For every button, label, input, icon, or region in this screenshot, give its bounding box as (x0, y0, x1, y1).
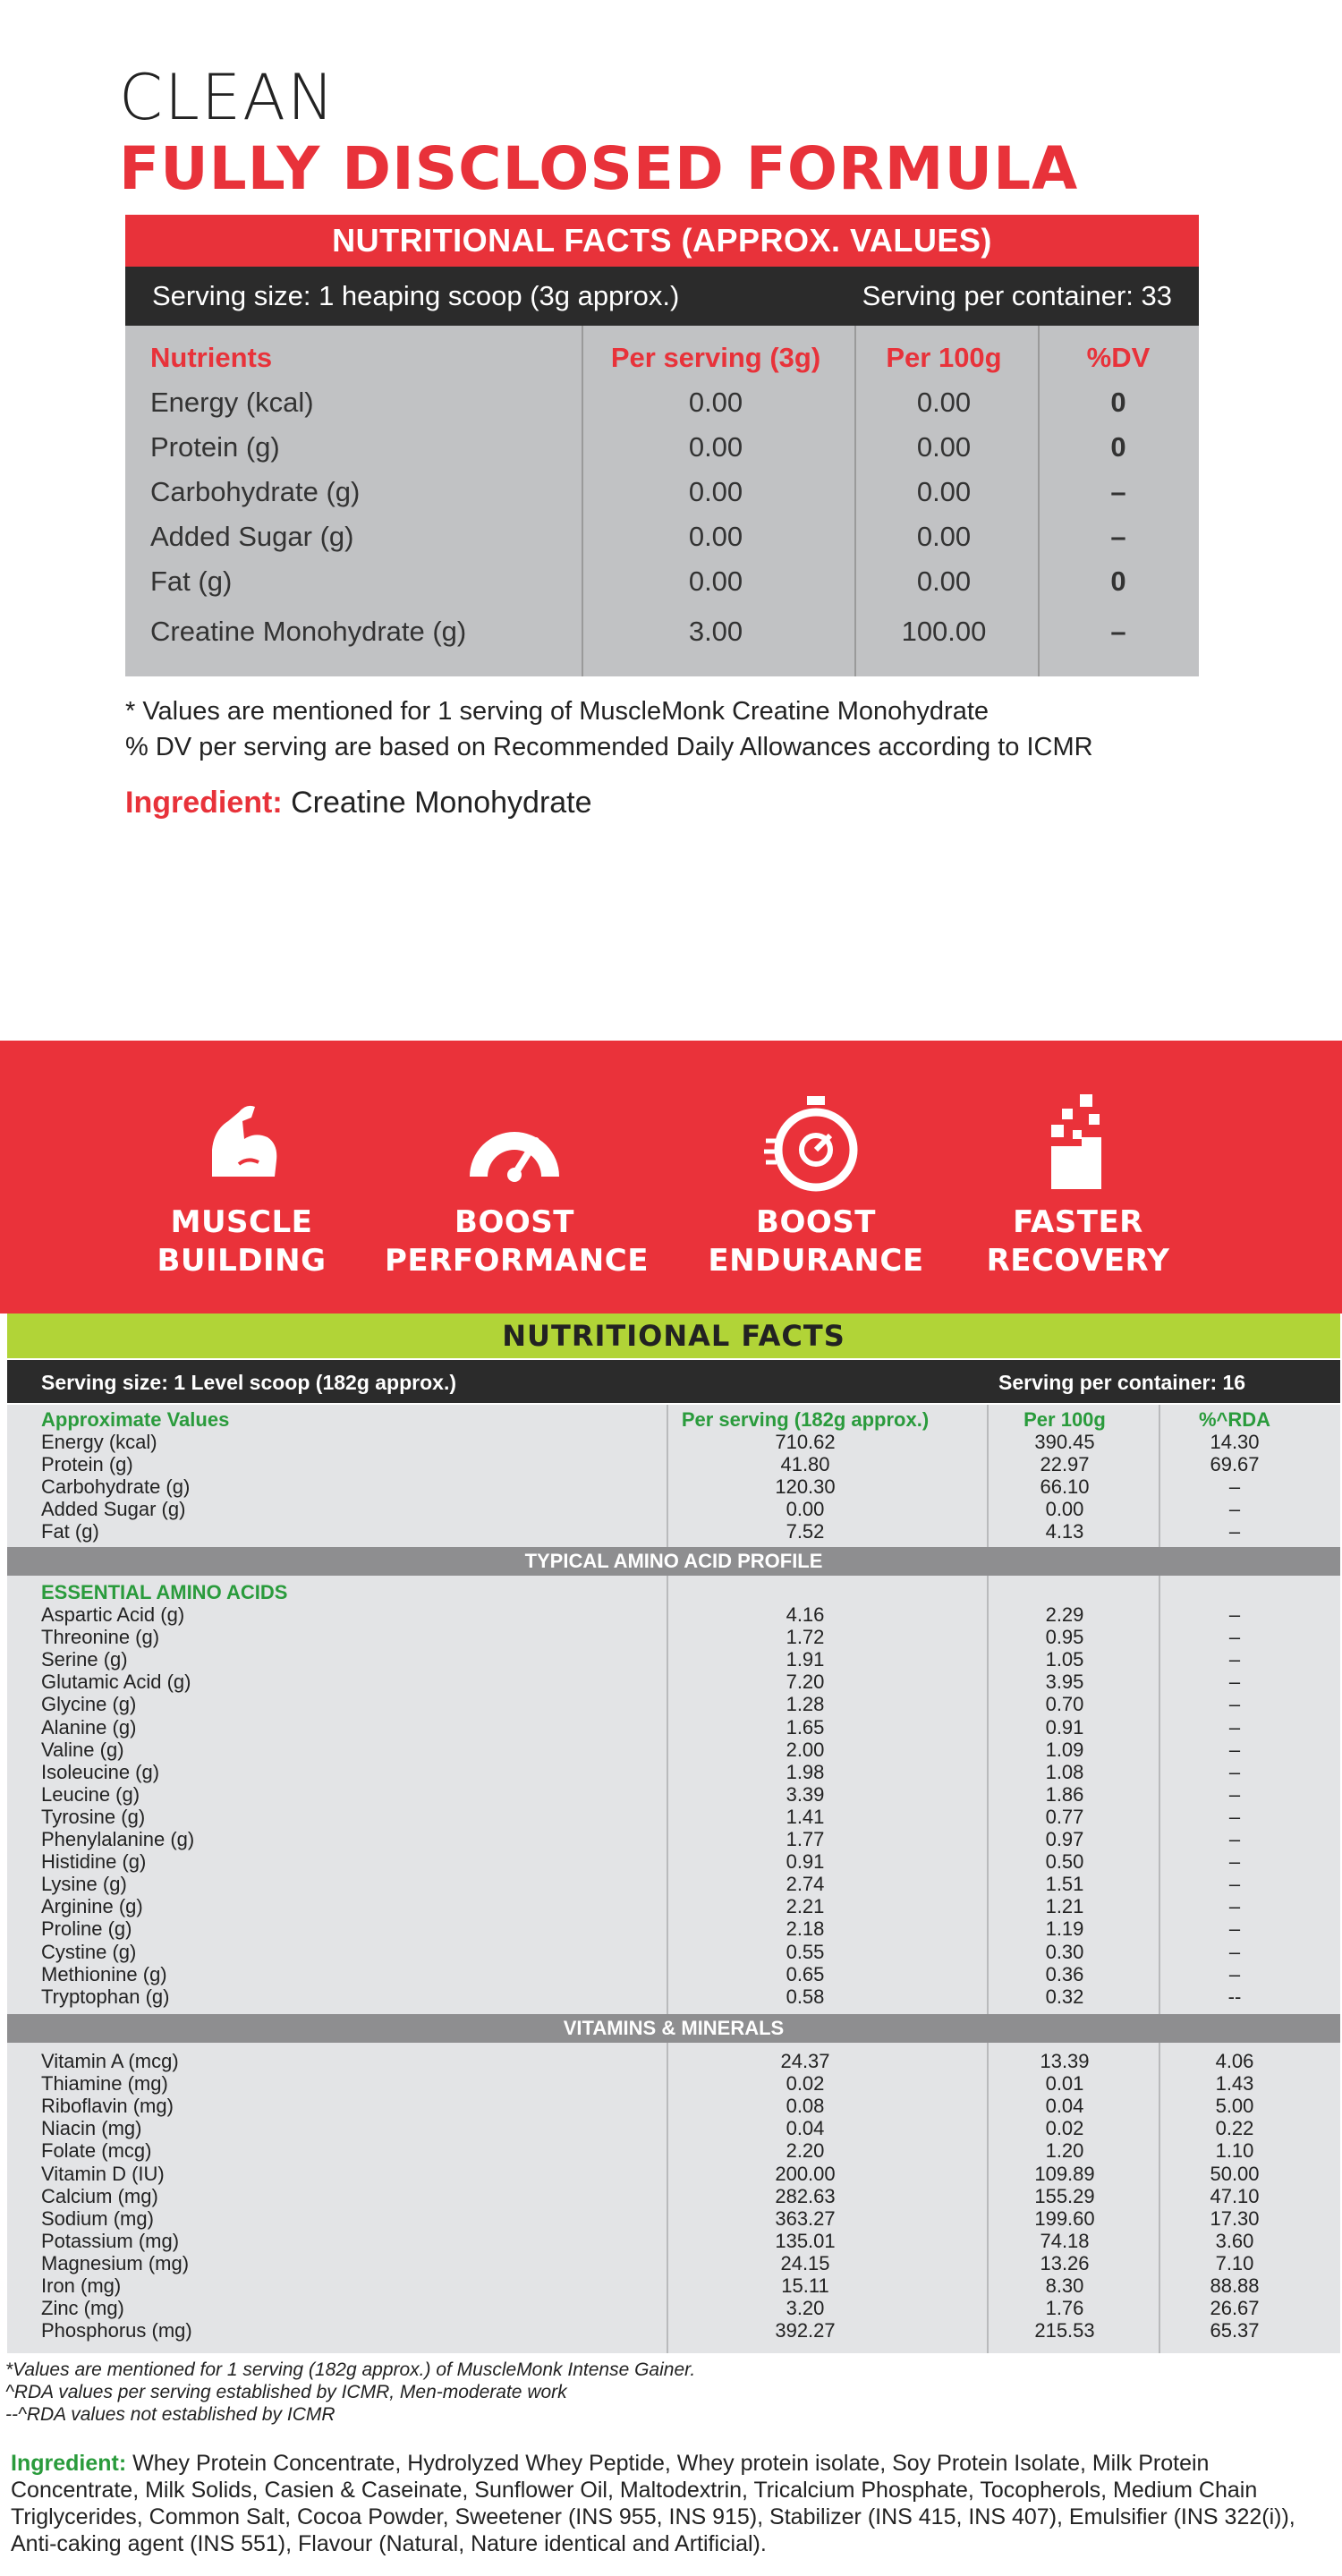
rda-value: 17.30 (1210, 2206, 1260, 2230)
nutrient-name: Isoleucine (g) (41, 1760, 160, 1783)
per-100g-value: 100.00 (901, 616, 987, 647)
per-100g-value: 1.05 (1045, 1648, 1084, 1671)
per-100g-value: 13.26 (1040, 2251, 1090, 2274)
rda-value: – (1228, 1828, 1241, 1850)
table2-note-1: *Values are mentioned for 1 serving (182g approx.) of MuscleMonk Intense Gainer. (5, 2359, 696, 2380)
per-serving-value: 2.00 (786, 1738, 825, 1761)
table2-serving-bar (7, 1360, 1340, 1403)
per-100g-value: 3.95 (1045, 1671, 1084, 1694)
table-row (125, 387, 1199, 431)
per-serving-value: 1.98 (786, 1760, 825, 1783)
per-serving-value: 2.18 (786, 1917, 825, 1941)
table1-ingredient (125, 786, 592, 820)
nutrient-name: Phenylalanine (g) (41, 1828, 195, 1850)
rda-value: – (1228, 1760, 1241, 1783)
per-serving-value: 0.00 (688, 431, 743, 463)
rda-value: – (1228, 1805, 1241, 1828)
nutrient-name: Folate (mcg) (41, 2139, 152, 2163)
per-serving-value: 0.00 (688, 565, 743, 597)
nutrient-name: Carbohydrate (g) (41, 1475, 191, 1499)
per-serving-value: 0.00 (688, 521, 743, 552)
nutrient-name: Zinc (mg) (41, 2297, 124, 2320)
table1-note-1: * Values are mentioned for 1 serving of MuscleMonk Creatine Monohydrate (125, 697, 990, 726)
rda-value: 26.67 (1210, 2297, 1260, 2320)
rda-value: 5.00 (1215, 2095, 1254, 2118)
rda-value: 69.67 (1210, 1453, 1260, 1476)
ingredient-label: Ingredient: (11, 2451, 127, 2476)
benefits-banner (0, 1041, 1342, 1314)
per-100g-value: 0.00 (916, 387, 972, 418)
table1-note-2: % DV per serving are based on Recommended Daily Allowances according to ICMR (125, 733, 1093, 761)
pixel-recovery-icon (1026, 1094, 1130, 1193)
ingredient-value: Creatine Monohydrate (282, 786, 592, 820)
per-serving-value: 0.08 (786, 2095, 825, 2118)
rda-value: 14.30 (1210, 1431, 1260, 1453)
per-100g-value: 0.00 (916, 521, 972, 552)
rda-value: %^RDA (1198, 1408, 1271, 1431)
per-100g-value: 155.29 (1034, 2184, 1095, 2207)
dv-value: 0 (1110, 431, 1126, 463)
per-100g-value: 0.95 (1045, 1626, 1084, 1649)
feature-boost-endurance (686, 1094, 946, 1280)
rda-value: 3.60 (1215, 2229, 1254, 2252)
per-100g-value: 0.30 (1045, 1940, 1084, 1963)
per-100g-value: 8.30 (1045, 2274, 1084, 2297)
per-serving-value: 363.27 (775, 2206, 836, 2230)
table1-header-row (125, 342, 1199, 387)
nutrient-name: Threonine (g) (41, 1626, 160, 1649)
per-serving-value: 2.74 (786, 1873, 825, 1896)
per-100g-value: 2.29 (1045, 1603, 1084, 1626)
rda-value: -- (1227, 1985, 1242, 2008)
feature-boost-performance (385, 1094, 649, 1280)
nutrient-name: Fat (g) (150, 565, 233, 597)
per-serving-value: 0.65 (786, 1962, 825, 1985)
per-100g-value: 215.53 (1034, 2319, 1095, 2342)
per-100g-value: 1.19 (1045, 1917, 1084, 1941)
rda-value: – (1228, 1715, 1241, 1739)
table-row (125, 616, 1199, 660)
rda-value: 7.10 (1215, 2251, 1254, 2274)
per-serving-value: Per serving (182g approx.) (681, 1408, 930, 1431)
rda-value: 50.00 (1210, 2162, 1260, 2185)
per-100g-value: 1.76 (1045, 2297, 1084, 2320)
nutrient-name: Histidine (g) (41, 1850, 147, 1874)
table-row (125, 476, 1199, 521)
header-dv: %DV (1086, 342, 1151, 373)
stopwatch-icon (764, 1094, 868, 1193)
per-100g-value: 0.00 (916, 431, 972, 463)
nutrient-name: Phosphorus (mg) (41, 2319, 192, 2342)
rda-value: – (1228, 1782, 1241, 1806)
nutrient-name: Thiamine (mg) (41, 2072, 168, 2096)
table2-ingredient (11, 2450, 1326, 2557)
nutrient-name: Carbohydrate (g) (150, 476, 361, 507)
rda-value: – (1228, 1962, 1241, 1985)
nutrient-name: Proline (g) (41, 1917, 132, 1941)
per-serving-value: 0.00 (786, 1498, 825, 1521)
per-serving-value: 7.52 (786, 1520, 825, 1543)
per-100g-value: 0.00 (916, 565, 972, 597)
per-serving-value: 15.11 (781, 2274, 829, 2297)
per-serving-value: 7.20 (786, 1671, 825, 1694)
header-nutrients: Nutrients (150, 342, 273, 373)
nutrient-name: Sodium (mg) (41, 2206, 154, 2230)
dv-value: – (1110, 521, 1126, 552)
vitamins-section-header: VITAMINS & MINERALS (7, 2014, 1340, 2043)
nutrient-name: Vitamin D (IU) (41, 2162, 165, 2185)
per-100g-value: 1.20 (1045, 2139, 1084, 2163)
per-100g-value: 22.97 (1040, 1453, 1090, 1476)
nutrient-name: Serine (g) (41, 1648, 128, 1671)
per-serving-value: 1.65 (786, 1715, 825, 1739)
rda-value: – (1228, 1520, 1241, 1543)
rda-value: 88.88 (1210, 2274, 1260, 2297)
section-subheader: ESSENTIAL AMINO ACIDS (41, 1581, 288, 1603)
per-serving-value: 135.01 (775, 2229, 836, 2252)
per-100g-value: 0.02 (1045, 2117, 1084, 2140)
nutrient-name: Methionine (g) (41, 1962, 167, 1985)
per-serving-value: 200.00 (775, 2162, 836, 2185)
dv-value: – (1110, 476, 1126, 507)
table-row (125, 521, 1199, 565)
per-100g-value: 1.08 (1045, 1760, 1084, 1783)
rda-value: – (1228, 1603, 1241, 1626)
per-100g-value: 1.21 (1045, 1895, 1084, 1918)
table2-serving-size: Serving size: 1 Level scoop (182g approx.) (41, 1371, 456, 1394)
per-serving-value: 1.72 (786, 1626, 825, 1649)
feature-label: FASTER RECOVERY (986, 1204, 1170, 1279)
table-row (125, 565, 1199, 610)
per-100g-value: 66.10 (1040, 1475, 1090, 1499)
header-per-serving: Per serving (3g) (610, 342, 821, 373)
nutrient-name: Magnesium (mg) (41, 2251, 190, 2274)
table1-serving-size: Serving size: 1 heaping scoop (3g approx.) (152, 280, 680, 311)
nutrient-name: Energy (kcal) (150, 387, 314, 418)
rda-value: – (1228, 1648, 1241, 1671)
per-serving-value: 4.16 (786, 1603, 825, 1626)
dv-value: 0 (1110, 387, 1126, 418)
per-serving-value: 24.37 (780, 2050, 830, 2072)
per-100g-value: 0.77 (1045, 1805, 1084, 1828)
ingredient-value: Whey Protein Concentrate, Hydrolyzed Whey Peptide, Whey protein isolate, Soy Protein Isolate, Milk Protein Concentrate, Milk Solids, Casien & Caseinate, Sunflower Oil, Maltodextrin, Tricalcium Phosphate, Tocopherols, Medium Chain Triglycerides, Common Salt, Cocoa Powder, Sweetener (INS 955, INS 915), Stabilizer (INS 415, INS 407), Emulsifier (INS 322(i)), Anti-caking agent (INS 551), Flavour (Natural, Nature identical and Artificial). (11, 2451, 1295, 2556)
table2-note-3: --^RDA values not established by ICMR (5, 2404, 336, 2425)
nutrient-name: Protein (g) (41, 1453, 133, 1476)
nutrient-name: Cystine (g) (41, 1940, 137, 1963)
per-100g-value: 1.09 (1045, 1738, 1084, 1761)
nutrient-name: Niacin (mg) (41, 2117, 142, 2140)
nutrient-name: Tryptophan (g) (41, 1985, 170, 2008)
rda-value: – (1228, 1671, 1241, 1694)
nutrient-name: Lysine (g) (41, 1873, 127, 1896)
table-row (125, 431, 1199, 476)
per-serving-value: 0.02 (786, 2072, 825, 2096)
nutrient-name: Creatine Monohydrate (g) (150, 616, 467, 647)
rda-value: – (1228, 1940, 1241, 1963)
per-100g-value: Per 100g (1023, 1408, 1106, 1431)
nutrient-name: Energy (kcal) (41, 1431, 157, 1453)
nutrient-name: Valine (g) (41, 1738, 124, 1761)
per-serving-value: 0.91 (786, 1850, 825, 1874)
nutrient-name: Tyrosine (g) (41, 1805, 146, 1828)
per-100g-value: 390.45 (1034, 1431, 1095, 1453)
table2-notes (5, 2359, 695, 2426)
per-100g-value: 0.00 (1045, 1498, 1084, 1521)
rda-value: 65.37 (1210, 2319, 1260, 2342)
table2-serving-per-container: Serving per container: 16 (998, 1371, 1246, 1394)
amino-acid-section-header: TYPICAL AMINO ACID PROFILE (7, 1547, 1340, 1576)
per-100g-value: 0.36 (1045, 1962, 1084, 1985)
rda-value: – (1228, 1873, 1241, 1896)
nutrient-name: Arginine (g) (41, 1895, 143, 1918)
nutrient-name: Fat (g) (41, 1520, 99, 1543)
rda-value: – (1228, 1475, 1241, 1499)
rda-value: 4.06 (1215, 2050, 1254, 2072)
per-serving-value: 0.00 (688, 387, 743, 418)
per-serving-value: 710.62 (775, 1431, 836, 1453)
per-100g-value: 4.13 (1045, 1520, 1084, 1543)
per-100g-value: 0.04 (1045, 2095, 1084, 2118)
formula-heading: FULLY DISCLOSED FORMULA (119, 134, 1079, 203)
table2-note-2: ^RDA values per serving established by ICMR, Men-moderate work (5, 2382, 567, 2402)
per-serving-value: 0.00 (688, 476, 743, 507)
table1-title: NUTRITIONAL FACTS (APPROX. VALUES) (125, 215, 1199, 267)
rda-value: 1.10 (1215, 2139, 1254, 2163)
per-100g-value: 199.60 (1034, 2206, 1095, 2230)
feature-label: MUSCLE BUILDING (157, 1204, 327, 1279)
table1-serving-bar (125, 267, 1199, 326)
nutrient-name: Calcium (mg) (41, 2184, 158, 2207)
per-100g-value: 0.70 (1045, 1693, 1084, 1716)
per-serving-value: 392.27 (775, 2319, 836, 2342)
per-100g-value: 0.32 (1045, 1985, 1084, 2008)
feature-faster-recovery (948, 1094, 1208, 1280)
per-serving-value: 3.39 (786, 1782, 825, 1806)
creatine-nutrition-table (125, 215, 1199, 676)
per-serving-value: 2.20 (786, 2139, 825, 2163)
per-100g-value: 0.00 (916, 476, 972, 507)
speedometer-icon (463, 1094, 566, 1193)
ingredient-label: Ingredient: (125, 786, 283, 820)
nutrient-name: Added Sugar (g) (150, 521, 354, 552)
rda-value: 0.22 (1215, 2117, 1254, 2140)
rda-value: – (1228, 1850, 1241, 1874)
per-100g-value: 0.50 (1045, 1850, 1084, 1874)
nutrient-name: Glycine (g) (41, 1693, 137, 1716)
per-serving-value: 3.20 (786, 2297, 825, 2320)
per-serving-value: 1.77 (786, 1828, 825, 1850)
table2-title: NUTRITIONAL FACTS (7, 1314, 1340, 1358)
per-serving-value: 1.41 (786, 1805, 825, 1828)
rda-value: – (1228, 1693, 1241, 1716)
feature-label: BOOST PERFORMANCE (385, 1204, 649, 1279)
per-serving-value: 2.21 (786, 1895, 825, 1918)
dv-value: 0 (1110, 565, 1126, 597)
nutrient-name: Alanine (g) (41, 1715, 137, 1739)
nutrient-name: Iron (mg) (41, 2274, 122, 2297)
feature-muscle-building (112, 1094, 371, 1280)
rda-value: 47.10 (1210, 2184, 1260, 2207)
per-serving-value: 41.80 (780, 1453, 830, 1476)
nutrient-name: Aspartic Acid (g) (41, 1603, 185, 1626)
nutrient-name: Riboflavin (mg) (41, 2095, 174, 2118)
per-serving-value: 0.55 (786, 1940, 825, 1963)
table1-notes (125, 693, 1093, 765)
per-100g-value: 74.18 (1040, 2229, 1090, 2252)
nutrient-name: Protein (g) (150, 431, 280, 463)
per-100g-value: 1.51 (1045, 1873, 1084, 1896)
table1-body (125, 326, 1199, 676)
rda-value: – (1228, 1626, 1241, 1649)
per-100g-value: 0.91 (1045, 1715, 1084, 1739)
nutrient-name: Added Sugar (g) (41, 1498, 186, 1521)
clean-heading: CLEAN (119, 61, 336, 134)
per-serving-value: 24.15 (780, 2251, 830, 2274)
per-100g-value: 0.01 (1045, 2072, 1084, 2096)
rda-value: – (1228, 1738, 1241, 1761)
per-serving-value: 0.04 (786, 2117, 825, 2140)
per-100g-value: 1.86 (1045, 1782, 1084, 1806)
per-100g-value: 109.89 (1034, 2162, 1095, 2185)
per-serving-value: 282.63 (775, 2184, 836, 2207)
nutrient-name: Leucine (g) (41, 1782, 140, 1806)
per-serving-value: 1.91 (786, 1648, 825, 1671)
rda-value: – (1228, 1498, 1241, 1521)
per-serving-value: 120.30 (775, 1475, 836, 1499)
per-serving-value: 1.28 (786, 1693, 825, 1716)
feature-label: BOOST ENDURANCE (708, 1204, 924, 1279)
nutrient-name: Glutamic Acid (g) (41, 1671, 191, 1694)
header-per-100g: Per 100g (886, 342, 1002, 373)
rda-value: – (1228, 1895, 1241, 1918)
per-serving-value: 0.58 (786, 1985, 825, 2008)
table1-serving-per-container: Serving per container: 33 (862, 280, 1172, 311)
per-100g-value: 13.39 (1040, 2050, 1090, 2072)
per-serving-value: 3.00 (688, 616, 743, 647)
nutrient-name: Vitamin A (mcg) (41, 2050, 179, 2072)
dv-value: – (1110, 616, 1126, 647)
nutrient-name: Potassium (mg) (41, 2229, 180, 2252)
nutrient-name: Approximate Values (41, 1408, 230, 1431)
flexed-arm-icon (192, 1094, 291, 1193)
rda-value: 1.43 (1215, 2072, 1254, 2096)
rda-value: – (1228, 1917, 1241, 1941)
per-100g-value: 0.97 (1045, 1828, 1084, 1850)
